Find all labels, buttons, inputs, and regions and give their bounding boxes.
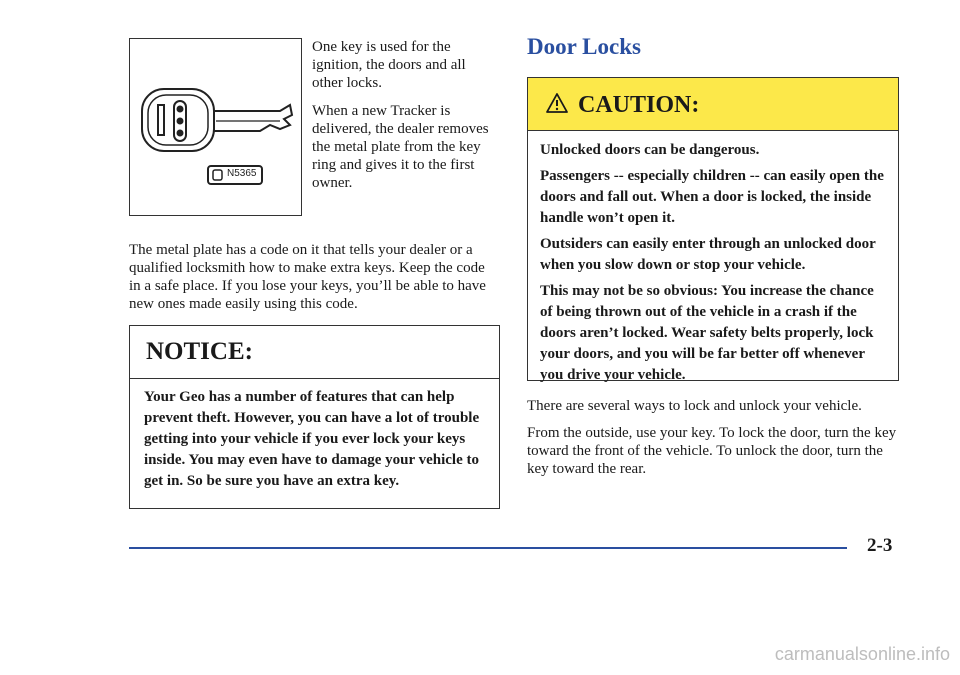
caution-paragraph: Unlocked doors can be dangerous. <box>540 142 760 158</box>
key-icon <box>130 39 303 217</box>
notice-text: Your Geo has a number of features that can help prevent theft. However, you can have a lot of trouble getting into your vehicle if you ever lock your keys inside. You may even have to damage your vehicle to get in. So be sure you have an extra key. <box>144 389 480 489</box>
footer-rule <box>129 547 847 549</box>
caution-title: CAUTION: <box>578 92 700 118</box>
key-intro <box>312 38 492 202</box>
bottom-watermark: carmanualsonline.info <box>774 644 950 664</box>
caution-paragraph: Passengers -- especially children -- can easily open the doors and fall out. When a door is locked, the inside handle won’t open it. <box>540 168 884 226</box>
caution-body <box>540 140 890 391</box>
caution-paragraph: Outsiders can easily enter through an unlocked door when you slow down or stop your vehicle. <box>540 236 876 273</box>
intro-paragraph-2: When a new Tracker is delivered, the dealer removes the metal plate from the key ring and gives it to the first owner. <box>312 103 489 191</box>
intro-paragraph-1: One key is used for the ignition, the doors and all other locks. <box>312 39 466 91</box>
key-illustration <box>129 38 302 216</box>
caution-box <box>527 77 899 381</box>
page-number: 2-3 <box>867 535 893 556</box>
caution-paragraph: This may not be so obvious: You increase the chance of being thrown out of the vehicle in a crash if the doors aren’t locked. Wear safety belts properly, lock your doors, and you will be far better off whenever you drive your vehicle. <box>540 283 874 383</box>
notice-title: NOTICE: <box>130 326 499 379</box>
metal-plate-paragraph: The metal plate has a code on it that tells your dealer or a qualified locksmith how to make extra keys. Keep the code in a safe place. If you lose your keys, you’ll be able to have new ones made easily using this code. <box>129 242 486 312</box>
notice-box <box>129 325 500 509</box>
lock-ways-paragraph: There are several ways to lock and unlock your vehicle. <box>527 398 862 414</box>
warning-triangle-icon <box>545 92 569 114</box>
outside-key-paragraph: From the outside, use your key. To lock the door, turn the key toward the front of the vehicle. To unlock the door, turn the key toward the rear. <box>527 425 897 477</box>
section-title: Door Locks <box>527 34 641 59</box>
caution-header <box>528 78 898 131</box>
key-plate-code: N5365 <box>227 168 257 179</box>
